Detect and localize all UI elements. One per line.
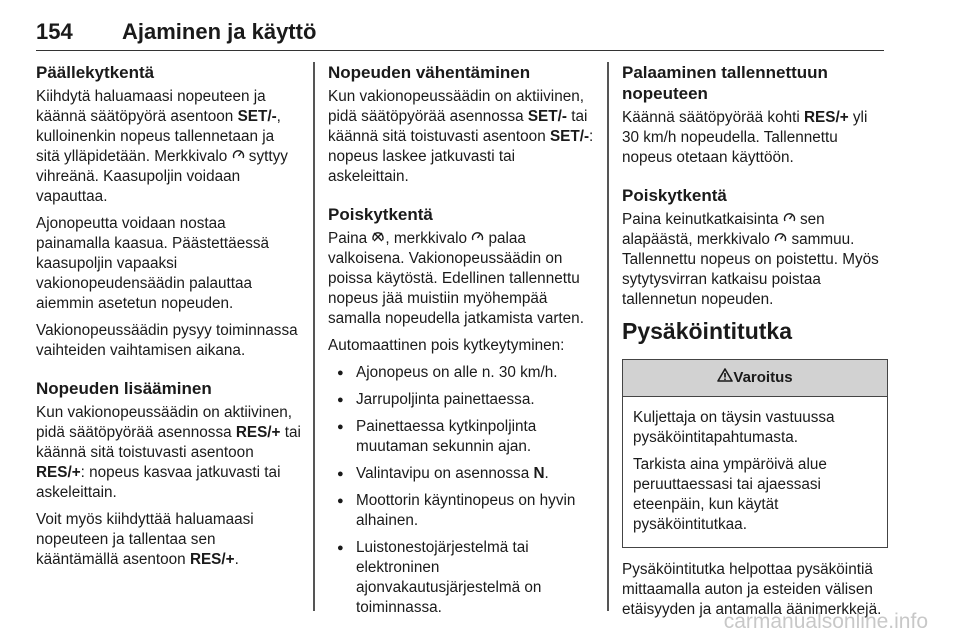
paragraph: Kiihdytä haluamaasi nopeuteen ja käännä säätöpyörä asentoon SET/-, kulloinenkin nopeus tallennetaan ja sitä ylläpidetään. Merkkivalo syttyy vihreänä. Kaasupoljin voidaan vapauttaa.: [36, 88, 288, 205]
section-title: Poiskytkentä: [328, 205, 433, 224]
warning-header: [623, 360, 887, 397]
watermark: carmanualsonline.info: [723, 610, 928, 633]
column-1: [36, 62, 302, 577]
section-title: Nopeuden lisääminen: [36, 379, 212, 398]
list-item: ● Ajonopeus on alle n. 30 km/h.: [328, 363, 596, 383]
section-title: Palaaminen tallennettuun nopeuteen: [622, 63, 828, 103]
paragraph: Paina , merkkivalo palaa valkoisena. Vakionopeussäädin on poissa käytöstä. Edellinen tallennettu nopeus jää muistiin myöhempää samalla nopeudella jatkamista varten.: [328, 230, 584, 327]
section-title: Päällekytkentä: [36, 63, 155, 82]
cruise-control-icon: [471, 229, 484, 249]
cruise-control-icon: [232, 147, 245, 167]
column-divider: [313, 62, 315, 611]
paragraph: Kun vakionopeussäädin on aktiivinen, pidä säätöpyörää asennossa SET/- tai käännä sitä toistuvasti asentoon SET/-: nopeus laskee jatkuvasti tai askeleittain.: [328, 88, 594, 185]
cruise-control-icon: [783, 210, 796, 230]
list-item: ● Luistonestojärjestelmä tai elektroninen ajonvakautusjärjestelmä on toiminnassa.: [328, 538, 596, 618]
paragraph: Pysäköintitutka helpottaa pysäköintiä mittaamalla auton ja esteiden välisen etäisyyden ja antamalla äänimerkkejä.: [622, 561, 882, 618]
warning-body: [623, 397, 887, 547]
column-2: [328, 62, 596, 625]
list-item: ● Painettaessa kytkinpoljinta muutaman sekunnin ajan.: [328, 417, 596, 457]
paragraph: Ajonopeutta voidaan nostaa painamalla kaasua. Päästettäessä kaasupoljin vapaaksi vakionopeudensäädin palauttaa aiemmin asetetun nopeuden.: [36, 215, 270, 312]
list-item: ● Jarrupoljinta painettaessa.: [328, 390, 596, 410]
paragraph: Tarkista aina ympäröivä alue peruuttaessasi tai ajaessasi eteenpäin, kun käytät pysäköintitutkaa.: [633, 456, 827, 533]
paragraph: Vakionopeussäädin pysyy toiminnassa vaihteiden vaihtamisen aikana.: [36, 322, 298, 359]
page-title: Ajaminen ja käyttö: [122, 19, 317, 44]
paragraph: Kun vakionopeussäädin on aktiivinen, pidä säätöpyörää asennossa RES/+ tai käännä sitä toistuvasti asentoon RES/+: nopeus kasvaa jatkuvasti tai askeleittain.: [36, 404, 301, 501]
cruise-cancel-icon: [371, 229, 385, 249]
bullet-list: [328, 363, 596, 618]
paragraph: Kuljettaja on täysin vastuussa pysäköintitapahtumasta.: [633, 409, 835, 446]
main-section-title: Pysäköintitutka: [622, 318, 792, 344]
page-number: 154: [36, 19, 73, 44]
section-title: Poiskytkentä: [622, 186, 727, 205]
column-divider: [607, 62, 609, 611]
warning-label: Varoitus: [733, 369, 793, 386]
column-3: [622, 62, 888, 627]
paragraph: Paina keinutkatkaisinta sen alapäästä, merkkivalo sammuu. Tallennettu nopeus on poistettu. Myös sytytysvirran katkaisu poistaa tallennetun nopeuden.: [622, 211, 879, 308]
warning-triangle-icon: [717, 360, 733, 396]
warning-box: [622, 359, 888, 548]
section-title: Nopeuden vähentäminen: [328, 63, 531, 82]
list-item: ● Moottorin käyntinopeus on hyvin alhainen.: [328, 491, 596, 531]
paragraph: Voit myös kiihdyttää haluamaasi nopeuteen ja tallentaa sen kääntämällä asentoon RES/+.: [36, 511, 254, 568]
list-item: ● Valintavipu on asennossa N.: [328, 464, 596, 484]
paragraph: Automaattinen pois kytkeytyminen:: [328, 337, 565, 354]
paragraph: Käännä säätöpyörää kohti RES/+ yli 30 km/h nopeudella. Tallennettu nopeus otetaan käyttöön.: [622, 109, 868, 166]
page-header: [36, 16, 884, 51]
cruise-control-icon: [774, 230, 787, 250]
